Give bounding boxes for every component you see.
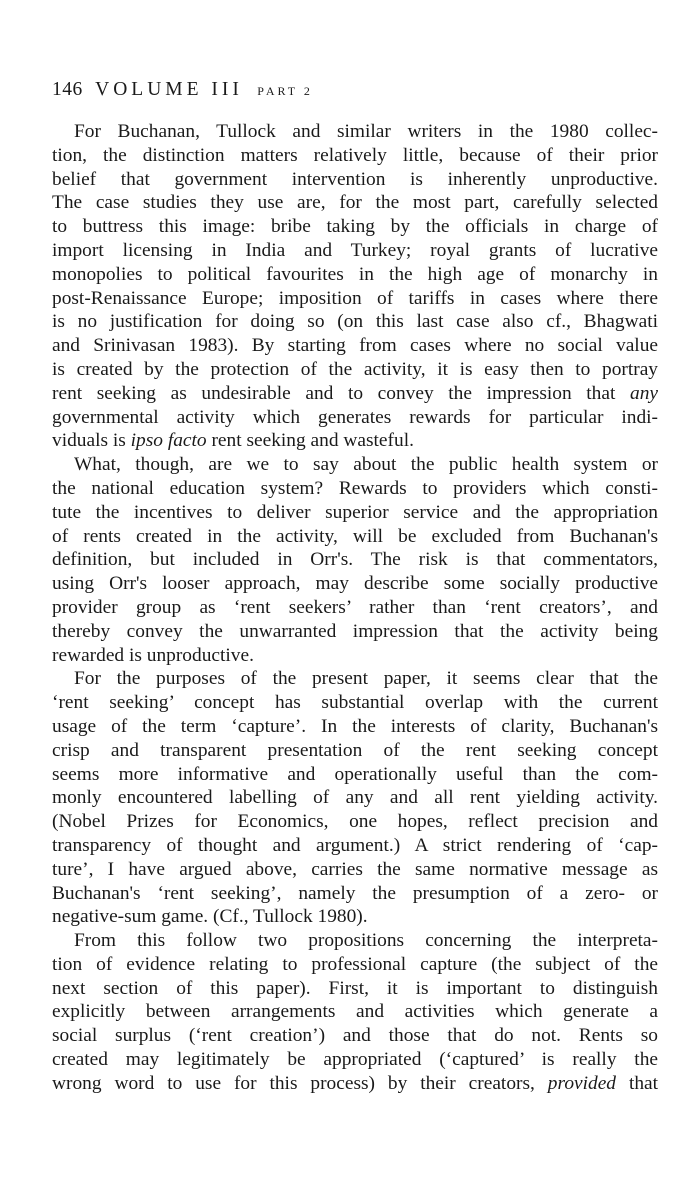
- text-line: post-Renaissance Europe; imposition of tariffs in cases where there: [52, 287, 658, 309]
- paragraph-4: [52, 929, 658, 1096]
- emphasis-ipso-facto: ipso facto: [130, 430, 207, 452]
- text-segment: wrong word to use for this process) by their creators,: [52, 1072, 535, 1094]
- text-line: crisp and transparent presentation of the rent seeking concept: [52, 739, 658, 761]
- text-segment: viduals is: [52, 430, 126, 452]
- text-line: For the purposes of the present paper, it seems clear that the: [74, 668, 658, 690]
- text-line: usage of the term ‘capture’. In the interests of clarity, Buchanan's: [52, 715, 658, 737]
- page-number: 146: [52, 79, 83, 100]
- text-line: is no justification for doing so (on this last case also cf., Bhagwati: [52, 311, 658, 333]
- text-line: ture’, I have argued above, carries the same normative message as: [52, 858, 658, 880]
- text-line: tion of evidence relating to professional capture (the subject of the: [52, 953, 658, 975]
- text-line: What, though, are we to say about the public health system or: [74, 454, 658, 476]
- text-line: monopolies to political favourites in the high age of monarchy in: [52, 263, 658, 285]
- text-line: negative-sum game. (Cf., Tullock 1980).: [52, 906, 368, 928]
- paragraph-3: [52, 667, 658, 929]
- text-segment: that: [628, 1072, 659, 1094]
- text-line: thereby convey the unwarranted impression that the activity being: [52, 620, 658, 642]
- emphasis-provided: provided: [547, 1072, 617, 1094]
- text-line-with-emphasis: [52, 429, 658, 453]
- text-line: For Buchanan, Tullock and similar writers in the 1980 collec-: [74, 121, 658, 142]
- text-line: the national education system? Rewards to providers which consti-: [52, 477, 658, 499]
- text-line: is created by the protection of the activity, it is easy then to portray: [52, 358, 658, 380]
- text-line: created may legitimately be appropriated (‘captured’ is really the: [52, 1049, 658, 1071]
- text-line: Buchanan's ‘rent seeking’, namely the presumption of a zero- or: [52, 882, 658, 904]
- text-line: tute the incentives to deliver superior service and the appropriation: [52, 501, 658, 523]
- text-line-with-emphasis: [52, 1072, 658, 1096]
- text-line: monly encountered labelling of any and all rent yielding activity.: [52, 787, 658, 809]
- text-line: ‘rent seeking’ concept has substantial overlap with the current: [52, 692, 658, 714]
- text-line: belief that government intervention is inherently unproductive.: [52, 168, 658, 190]
- emphasis-any: any: [630, 382, 658, 404]
- volume-label: VOLUME III: [95, 79, 243, 100]
- text-line: From this follow two propositions concerning the interpreta-: [74, 930, 658, 952]
- text-line: rewarded is unproductive.: [52, 644, 254, 666]
- text-line: tion, the distinction matters relatively little, because of their prior: [52, 144, 658, 166]
- running-header: [52, 79, 313, 101]
- text-line: explicitly between arrangements and activities which generate a: [52, 1001, 658, 1023]
- text-line: transparency of thought and argument.) A strict rendering of ‘cap-: [52, 834, 658, 856]
- text-line: import licensing in India and Turkey; royal grants of lucrative: [52, 239, 658, 261]
- text-line: next section of this paper). First, it is important to distinguish: [52, 977, 658, 999]
- text-segment: rent seeking and wasteful.: [211, 430, 414, 452]
- text-line-with-emphasis: [52, 382, 658, 406]
- text-segment: rent seeking as undesirable and to convey the impression that: [52, 382, 616, 404]
- paragraph-1: [52, 120, 658, 453]
- body-text: [52, 120, 658, 1096]
- text-line: of rents created in the activity, will be excluded from Buchanan's: [52, 525, 658, 547]
- part-label: PART 2: [257, 84, 313, 98]
- text-line: governmental activity which generates rewards for particular indi-: [52, 406, 658, 428]
- text-line: and Srinivasan 1983). By starting from cases where no social value: [52, 335, 658, 357]
- paragraph-2: [52, 453, 658, 667]
- text-line: The case studies they use are, for the most part, carefully selected: [52, 192, 658, 214]
- text-line: seems more informative and operationally useful than the com-: [52, 763, 658, 785]
- text-line: definition, but included in Orr's. The risk is that commentators,: [52, 549, 658, 571]
- text-line: social surplus (‘rent creation’) and those that do not. Rents so: [52, 1025, 658, 1047]
- text-line: to buttress this image: bribe taking by the officials in charge of: [52, 216, 658, 238]
- text-line: provider group as ‘rent seekers’ rather than ‘rent creators’, and: [52, 596, 658, 618]
- text-line: using Orr's looser approach, may describe some socially productive: [52, 573, 658, 595]
- text-line: (Nobel Prizes for Economics, one hopes, reflect precision and: [52, 811, 658, 833]
